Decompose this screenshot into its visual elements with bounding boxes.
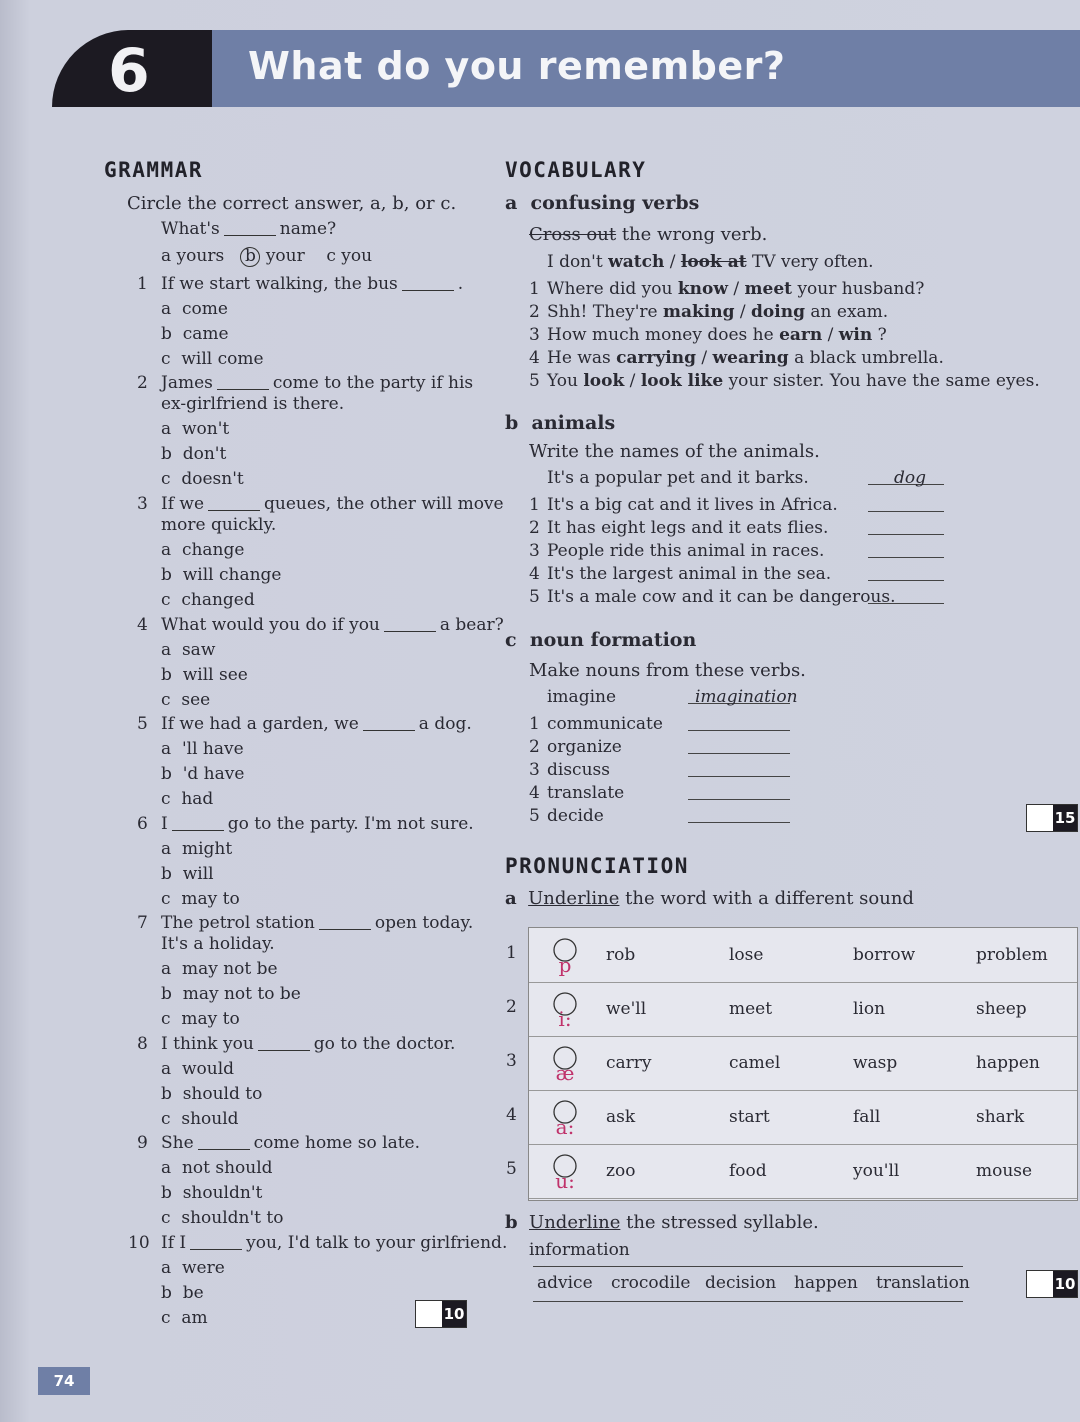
pronunciation-table — [528, 927, 1078, 1201]
vocab-a-instruction: Cross out the wrong verb. — [529, 224, 768, 245]
option-letter: b — [161, 764, 183, 784]
pron-b-example: information — [529, 1240, 630, 1260]
option-text: not should — [181, 1158, 273, 1178]
vocab-c-item-number: 5 — [529, 806, 540, 826]
vocab-c-item-number: 1 — [529, 714, 540, 734]
option-text: 'd have — [182, 764, 245, 784]
vocab-b-item-text: It's a male cow and it can be dangerous. — [547, 587, 896, 607]
pron-word[interactable]: start — [729, 1107, 770, 1127]
option-letter: c — [161, 1208, 182, 1228]
vocab-b-item-text: It's a big cat and it lives in Africa. — [547, 495, 838, 515]
option-text: might — [181, 839, 233, 859]
option-text: may to — [181, 1009, 240, 1029]
question-stem-start: If we start walking, the bus — [161, 274, 398, 294]
option-letter: c — [161, 349, 182, 369]
verb-option-1[interactable]: know — [677, 279, 728, 299]
stress-word[interactable]: translation — [876, 1273, 970, 1293]
option-text: will come — [181, 349, 264, 369]
option-text: had — [181, 789, 214, 809]
option-letter: a — [161, 299, 182, 319]
verb-option-1[interactable]: look — [583, 371, 625, 391]
option-text: may to — [181, 889, 240, 909]
vocab-c-item-number: 4 — [529, 783, 540, 803]
vocab-b-item-number: 5 — [529, 587, 540, 607]
option-letter: c — [161, 690, 182, 710]
vocab-c-item-verb: decide — [547, 806, 604, 826]
answer-line[interactable] — [868, 603, 944, 604]
option-text: may not to be — [182, 984, 301, 1004]
question-stem-line2: ex-girlfriend is there. — [161, 394, 345, 414]
stress-word[interactable]: advice — [537, 1273, 593, 1293]
vocab-c-example-verb: imagine — [547, 687, 617, 707]
item-pre: Shh! They're — [547, 302, 658, 322]
svg-text:i:: i: — [558, 1007, 572, 1031]
question-number: 7 — [137, 913, 148, 933]
vocab-c-item-verb: discuss — [547, 760, 610, 780]
question-stem — [161, 915, 473, 932]
verb-option-1[interactable]: earn — [779, 325, 823, 345]
answer-line[interactable] — [868, 534, 944, 535]
option-letter: a — [161, 1158, 182, 1178]
question-stem-end: open today. — [374, 913, 474, 933]
answer-line[interactable] — [688, 822, 790, 823]
grammar-instruction: Circle the correct answer, a, b, or c. — [127, 193, 457, 214]
pron-word[interactable]: problem — [976, 945, 1048, 965]
option-text: 'll have — [181, 739, 244, 759]
grammar-heading: GRAMMAR — [104, 158, 204, 182]
question-stem-start: What would you do if you — [161, 615, 380, 635]
pron-word[interactable]: camel — [729, 1053, 781, 1073]
option-text: shouldn't to — [181, 1208, 284, 1228]
grammar-score: 10 — [442, 1301, 466, 1327]
answer-option[interactable] — [161, 421, 229, 438]
verb-option-2[interactable]: wearing — [712, 348, 789, 368]
option-letter: c — [161, 1009, 182, 1029]
option-letter: a — [161, 540, 182, 560]
question-stem-start: I think you — [161, 1034, 254, 1054]
answer-option[interactable] — [161, 592, 255, 609]
pron-row-number: 2 — [506, 997, 517, 1017]
sound-symbol-icon — [543, 1150, 587, 1194]
answer-option[interactable] — [161, 741, 244, 758]
pron-word[interactable]: mouse — [976, 1161, 1033, 1181]
question-stem-end: a bear? — [439, 615, 504, 635]
page-number: 74 — [38, 1367, 90, 1395]
option-text: will change — [182, 565, 282, 585]
answer-option[interactable] — [161, 791, 213, 808]
option-text: be — [182, 1283, 204, 1303]
item-pre: How much money does he — [547, 325, 774, 345]
item-post: ? — [877, 325, 887, 345]
answer-line[interactable] — [688, 799, 790, 800]
sound-symbol-icon — [543, 1042, 587, 1086]
verb-option-2[interactable]: meet — [744, 279, 793, 299]
answer-option[interactable] — [161, 961, 278, 978]
svg-text:u:: u: — [555, 1169, 575, 1193]
vocab-c-item-number: 3 — [529, 760, 540, 780]
option-letter: a — [161, 1059, 182, 1079]
answer-line[interactable] — [868, 511, 944, 512]
pron-row — [529, 928, 1077, 983]
item-pre: You — [547, 371, 578, 391]
option-letter: b — [161, 1283, 183, 1303]
vocab-a-item: How much money does he earn / win ? — [547, 325, 887, 345]
pron-word[interactable]: carry — [606, 1053, 652, 1073]
answer-blank[interactable] — [208, 510, 260, 511]
answer-option[interactable] — [161, 1086, 262, 1103]
pron-b-bottom-line — [533, 1301, 963, 1302]
option-letter: b — [161, 324, 183, 344]
vocab-b-example-text: It's a popular pet and it barks. — [547, 468, 809, 488]
option-letter: a — [161, 839, 182, 859]
question-stem — [161, 716, 472, 733]
question-number: 6 — [137, 814, 148, 834]
vocab-b-item-number: 3 — [529, 541, 540, 561]
option-letter: c — [161, 889, 182, 909]
option-text: am — [181, 1308, 208, 1328]
answer-option[interactable] — [161, 766, 244, 783]
question-stem — [161, 617, 504, 634]
pron-word[interactable]: lose — [729, 945, 764, 965]
option-text: will — [182, 864, 214, 884]
question-stem-end: come home so late. — [253, 1133, 420, 1153]
answer-blank[interactable] — [363, 730, 415, 731]
answer-option[interactable] — [161, 1111, 239, 1128]
answer-line[interactable] — [688, 730, 790, 731]
vocab-a-item: Shh! They're making / doing an exam. — [547, 302, 889, 322]
pron-word[interactable]: sheep — [976, 999, 1027, 1019]
pron-row — [529, 1144, 1077, 1199]
answer-option[interactable] — [161, 471, 244, 488]
question-stem-start: If we had a garden, we — [161, 714, 359, 734]
pron-word[interactable]: ask — [606, 1107, 636, 1127]
answer-option[interactable] — [161, 841, 232, 858]
pron-word[interactable]: you'll — [853, 1161, 900, 1181]
question-number: 9 — [137, 1133, 148, 1153]
vocab-c-instruction: Make nouns from these verbs. — [529, 660, 806, 681]
verb-option-2[interactable]: look like — [640, 371, 724, 391]
answer-option[interactable] — [161, 567, 281, 584]
option-text: see — [181, 690, 211, 710]
option-text: would — [181, 1059, 235, 1079]
answer-option[interactable] — [161, 1185, 262, 1202]
option-text: came — [182, 324, 229, 344]
sound-symbol-icon — [543, 1096, 587, 1140]
question-stem-end: a dog. — [418, 714, 472, 734]
answer-option[interactable] — [161, 1310, 208, 1327]
question-stem-end: go to the doctor. — [313, 1034, 456, 1054]
answer-blank[interactable] — [198, 1149, 250, 1150]
answer-option[interactable] — [161, 692, 210, 709]
vocab-c-item-number: 2 — [529, 737, 540, 757]
option-letter: c — [161, 789, 182, 809]
option-text: should — [181, 1109, 239, 1129]
answer-option[interactable] — [161, 667, 248, 684]
question-stem-end: you, I'd talk to your girlfriend. — [246, 1233, 508, 1253]
pronunciation-heading: PRONUNCIATION — [505, 854, 689, 878]
pron-word[interactable]: zoo — [606, 1161, 636, 1181]
question-stem — [161, 496, 504, 513]
option-letter: b — [161, 665, 183, 685]
grammar-example-question: What's name? — [161, 219, 337, 239]
answer-blank[interactable] — [217, 389, 269, 390]
answer-option[interactable] — [161, 542, 244, 559]
option-text: won't — [181, 419, 230, 439]
vocab-b-item-text: People ride this animal in races. — [547, 541, 825, 561]
pron-b-top-line — [533, 1266, 963, 1267]
verb-option-2[interactable]: win — [838, 325, 873, 345]
question-stem-start: She — [161, 1133, 194, 1153]
unit-title: What do you remember? — [248, 44, 786, 88]
answer-option[interactable] — [161, 866, 214, 883]
pron-word[interactable]: food — [729, 1161, 767, 1181]
option-letter: b — [161, 1183, 183, 1203]
question-stem-start: If I — [161, 1233, 187, 1253]
vocab-c-title: c noun formation — [505, 629, 697, 651]
answer-blank[interactable] — [190, 1249, 242, 1250]
question-stem-end: go to the party. I'm not sure. — [227, 814, 474, 834]
vocab-c-item-verb: organize — [547, 737, 622, 757]
option-text: come — [181, 299, 228, 319]
answer-blank[interactable] — [258, 1050, 310, 1051]
stress-word[interactable]: crocodile — [611, 1273, 691, 1293]
pron-a-instruction: a Underline the word with a different sound — [505, 888, 914, 909]
vocab-b-item-number: 1 — [529, 495, 540, 515]
sound-symbol-icon — [543, 988, 587, 1032]
pron-word[interactable]: borrow — [853, 945, 916, 965]
pron-row-number: 4 — [506, 1105, 517, 1125]
answer-option[interactable] — [161, 351, 264, 368]
option-letter: c — [161, 590, 182, 610]
question-stem — [161, 1036, 455, 1053]
option-text: should to — [182, 1084, 263, 1104]
item-pre: He was — [547, 348, 611, 368]
answer-option[interactable] — [161, 1260, 225, 1277]
answer-line[interactable] — [868, 580, 944, 581]
vocabulary-score-box — [1026, 804, 1078, 832]
option-text: saw — [181, 640, 216, 660]
answer-option[interactable] — [161, 446, 226, 463]
svg-text:p: p — [558, 953, 572, 977]
option-text: don't — [182, 444, 227, 464]
question-stem — [161, 816, 474, 833]
question-stem-end: . — [457, 274, 464, 294]
option-letter: b — [161, 1084, 183, 1104]
option-text: change — [181, 540, 245, 560]
pron-row-number: 1 — [506, 943, 517, 963]
answer-option[interactable] — [161, 1061, 234, 1078]
question-number: 4 — [137, 615, 148, 635]
grammar-example-options: a yours b your c you — [161, 246, 373, 266]
pronunciation-score-box — [1026, 1270, 1078, 1298]
question-number: 5 — [137, 714, 148, 734]
pron-row — [529, 1090, 1077, 1145]
item-pre: Where did you — [547, 279, 673, 299]
question-stem — [161, 276, 463, 293]
option-letter: a — [161, 419, 182, 439]
vocab-a-item-number: 4 — [529, 348, 540, 368]
vocab-b-item-number: 2 — [529, 518, 540, 538]
option-letter: a — [161, 640, 182, 660]
option-letter: a — [161, 1258, 182, 1278]
question-stem-end: come to the party if his — [272, 373, 474, 393]
option-text: will see — [182, 665, 248, 685]
vocab-b-instruction: Write the names of the animals. — [529, 441, 820, 462]
vocab-a-item: Where did you know / meet your husband? — [547, 279, 925, 299]
verb-option-1[interactable]: carrying — [616, 348, 696, 368]
answer-blank[interactable] — [319, 929, 371, 930]
option-letter: b — [161, 444, 183, 464]
vocab-c-item-verb: communicate — [547, 714, 663, 734]
option-letter: a — [161, 739, 182, 759]
question-number: 3 — [137, 494, 148, 514]
question-stem-line2: It's a holiday. — [161, 934, 275, 954]
answer-option[interactable] — [161, 642, 215, 659]
pron-word[interactable]: meet — [729, 999, 773, 1019]
answer-option[interactable] — [161, 1011, 240, 1028]
vocab-a-item: You look / look like your sister. You have the same eyes. — [547, 371, 1040, 391]
stress-word[interactable]: happen — [794, 1273, 858, 1293]
answer-line[interactable] — [868, 557, 944, 558]
option-text: shouldn't — [182, 1183, 263, 1203]
answer-blank[interactable] — [402, 290, 454, 291]
answer-option[interactable] — [161, 1285, 204, 1302]
option-text: may not be — [181, 959, 278, 979]
question-number: 1 — [137, 274, 148, 294]
vocab-c-item-verb: translate — [547, 783, 625, 803]
answer-option[interactable] — [161, 891, 240, 908]
pron-row — [529, 982, 1077, 1037]
answer-line[interactable] — [688, 753, 790, 754]
svg-text:æ: æ — [555, 1061, 575, 1085]
vocab-c-example-answer: imagination — [695, 687, 798, 707]
sound-symbol-icon — [543, 934, 587, 978]
answer-line[interactable] — [688, 776, 790, 777]
question-number: 8 — [137, 1034, 148, 1054]
stress-word[interactable]: decision — [705, 1273, 777, 1293]
vocab-a-item: He was carrying / wearing a black umbrella. — [547, 348, 944, 368]
pron-word[interactable]: shark — [976, 1107, 1025, 1127]
question-stem-start: The petrol station — [161, 913, 315, 933]
verb-option-1[interactable]: making — [663, 302, 735, 322]
grammar-score-box — [415, 1300, 467, 1328]
question-stem-line2: more quickly. — [161, 515, 277, 535]
question-stem-end: queues, the other will move — [264, 494, 504, 514]
question-stem — [161, 1135, 420, 1152]
answer-option[interactable] — [161, 301, 228, 318]
pron-word[interactable]: wasp — [853, 1053, 898, 1073]
option-letter: c — [161, 1308, 182, 1328]
question-number: 2 — [137, 373, 148, 393]
vocab-b-item-text: It's the largest animal in the sea. — [547, 564, 832, 584]
question-stem — [161, 375, 473, 392]
pron-row — [529, 1036, 1077, 1091]
vocab-b-example-answer: dog — [894, 468, 926, 488]
option-letter: c — [161, 469, 182, 489]
option-letter: c — [161, 1109, 182, 1129]
vocabulary-score: 15 — [1053, 805, 1077, 831]
vocab-a-item-number: 2 — [529, 302, 540, 322]
option-text: changed — [181, 590, 255, 610]
option-text: doesn't — [181, 469, 244, 489]
vocab-a-item-number: 5 — [529, 371, 540, 391]
verb-option-2[interactable]: doing — [751, 302, 805, 322]
question-stem-start: If we — [161, 494, 205, 514]
vocab-a-item-number: 3 — [529, 325, 540, 345]
item-post: your husband? — [797, 279, 925, 299]
option-text: were — [181, 1258, 225, 1278]
option-letter: a — [161, 959, 182, 979]
pronunciation-score: 10 — [1053, 1271, 1077, 1297]
unit-number: 6 — [108, 36, 150, 106]
vocab-b-item-text: It has eight legs and it eats flies. — [547, 518, 829, 538]
vocab-a-title: a confusing verbs — [505, 192, 700, 214]
pron-row-number: 3 — [506, 1051, 517, 1071]
vocab-a-item-number: 1 — [529, 279, 540, 299]
pron-row-number: 5 — [506, 1159, 517, 1179]
pron-word[interactable]: happen — [976, 1053, 1040, 1073]
pron-word[interactable]: we'll — [606, 999, 647, 1019]
answer-blank[interactable] — [384, 631, 436, 632]
answer-option[interactable] — [161, 326, 229, 343]
question-stem — [161, 1235, 507, 1252]
answer-option[interactable] — [161, 1210, 283, 1227]
vocabulary-heading: VOCABULARY — [505, 158, 647, 182]
item-post: a black umbrella. — [794, 348, 944, 368]
option-letter: b — [161, 565, 183, 585]
svg-text:a:: a: — [555, 1115, 575, 1139]
pron-word[interactable]: rob — [606, 945, 636, 965]
vocab-b-title: b animals — [505, 412, 616, 434]
answer-blank[interactable] — [172, 830, 224, 831]
question-number: 10 — [128, 1233, 150, 1253]
answer-option[interactable] — [161, 986, 301, 1003]
question-stem-start: I — [161, 814, 168, 834]
vocab-a-example: I don't watch / look at TV very often. — [547, 252, 874, 272]
answer-option[interactable] — [161, 1160, 273, 1177]
question-stem-start: James — [161, 373, 213, 393]
pron-word[interactable]: fall — [853, 1107, 881, 1127]
pron-word[interactable]: lion — [853, 999, 886, 1019]
pron-b-instruction: b Underline the stressed syllable. — [505, 1212, 819, 1233]
item-post: an exam. — [810, 302, 889, 322]
option-letter: b — [161, 984, 183, 1004]
item-post: your sister. You have the same eyes. — [728, 371, 1040, 391]
vocab-b-item-number: 4 — [529, 564, 540, 584]
option-letter: b — [161, 864, 183, 884]
